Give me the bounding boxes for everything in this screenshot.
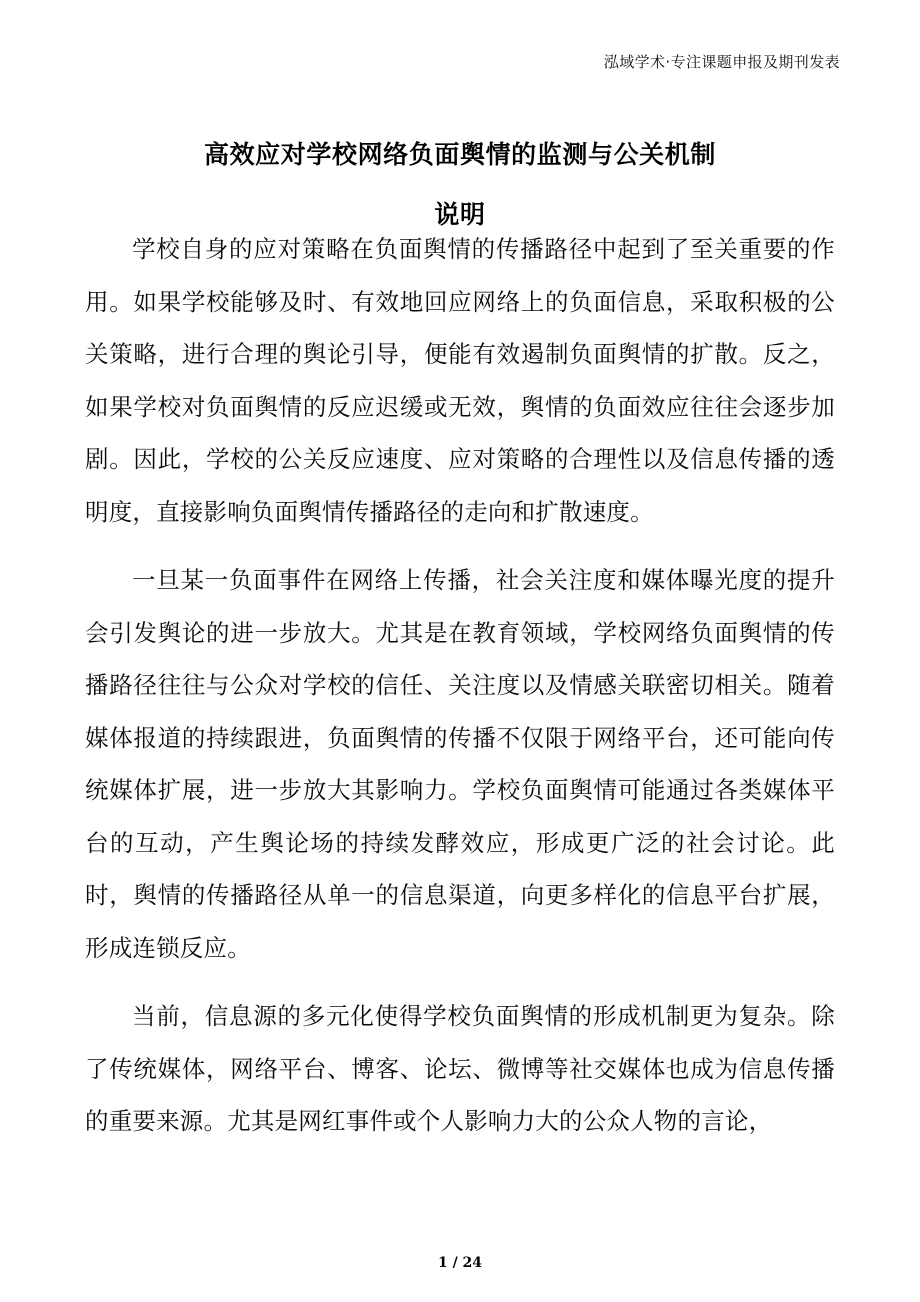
document-body	[85, 223, 835, 1148]
page-number: 1 / 24	[437, 1255, 483, 1271]
running-header: 泓域学术·专注课题申报及期刊发表	[603, 53, 840, 71]
body-paragraph: 一旦某一负面事件在网络上传播，社会关注度和媒体曝光度的提升会引发舆论的进一步放大。尤其是在教育领域，学校网络负面舆情的传播路径往往与公众对学校的信任、关注度以及情感关联密切相关。随着媒体报道的持续跟进，负面舆情的传播不仅限于网络平台，还可能向传统媒体扩展，进一步放大其影响力。学校负面舆情可能通过各类媒体平台的互动，产生舆论场的持续发酵效应，形成更广泛的社会讨论。此时，舆情的传播路径从单一的信息渠道，向更多样化的信息平台扩展，形成连锁反应。	[85, 566, 835, 962]
page-title: 高效应对学校网络负面舆情的监测与公关机制	[203, 139, 716, 169]
body-paragraph: 当前，信息源的多元化使得学校负面舆情的形成机制更为复杂。除了传统媒体，网络平台、博客、论坛、微博等社交媒体也成为信息传播的重要来源。尤其是网红事件或个人影响力大的公众人物的言论，	[85, 1002, 835, 1135]
body-paragraph: 学校自身的应对策略在负面舆情的传播路径中起到了至关重要的作用。如果学校能够及时、有效地回应网络上的负面信息，采取积极的公关策略，进行合理的舆论引导，便能有效遏制负面舆情的扩散。反之，如果学校对负面舆情的反应迟缓或无效，舆情的负面效应往往会逐步加剧。因此，学校的公关反应速度、应对策略的合理性以及信息传播的透明度，直接影响负面舆情传播路径的走向和扩散速度。	[85, 235, 835, 526]
page-subtitle: 说明	[434, 199, 486, 229]
